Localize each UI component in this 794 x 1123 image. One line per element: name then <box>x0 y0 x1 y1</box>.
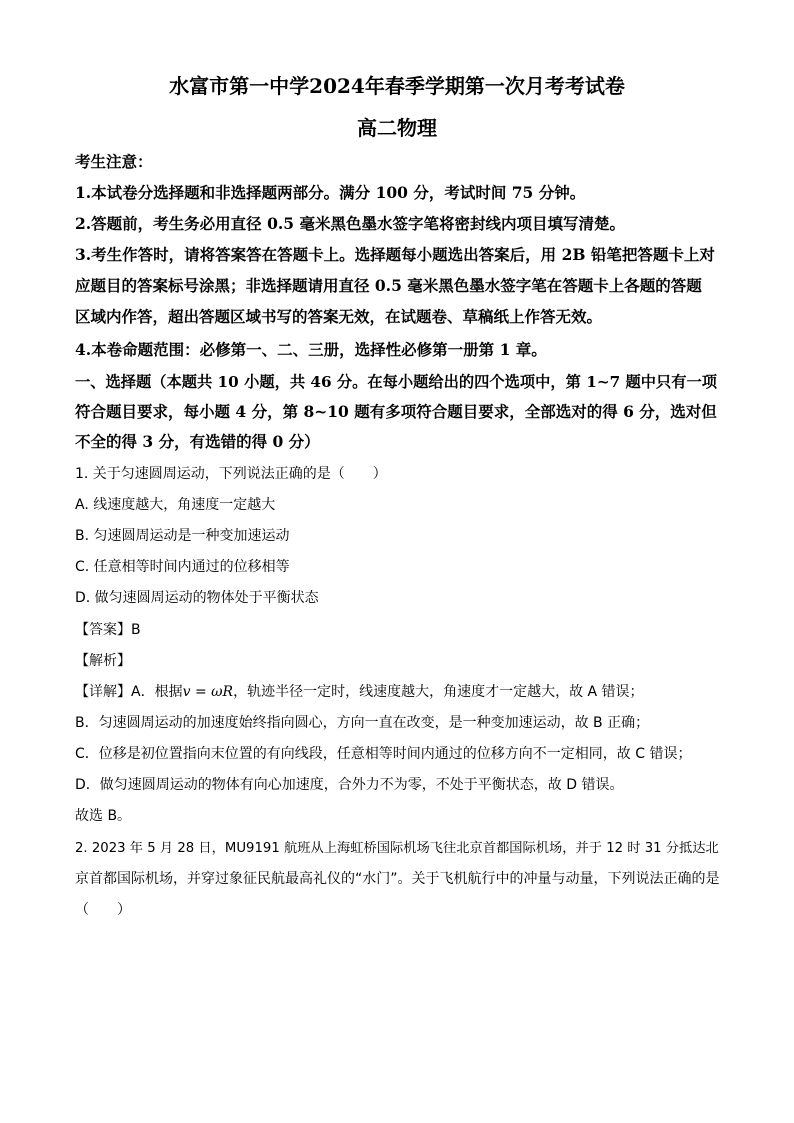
question-1-option-b: B. 匀速圆周运动是一种变加速运动 <box>75 528 290 544</box>
answer-label: 【答案】B <box>75 622 141 638</box>
notice-line-5: 区域内作答，超出答题区域书写的答案无效，在试题卷、草稿纸上作答无效。 <box>75 307 603 326</box>
exam-title: 水富市第一中学2024年春季学期第一次月考考试卷 <box>169 74 625 98</box>
notice-line-2: 2.答题前，考生务必用直径 0.5 毫米黑色墨水签字笔将密封线内项目填写清楚。 <box>75 214 625 233</box>
detail-line-a <box>75 681 725 701</box>
detail-prefix: 【详解】A．根据 <box>75 684 183 700</box>
notice-line-1: 1.本试卷分选择题和非选择题两部分。满分 100 分，考试时间 75 分钟。 <box>75 183 586 202</box>
conclusion: 故选 B。 <box>75 808 132 824</box>
section-heading-line-1: 一、选择题（本题共 10 小题，共 46 分。在每小题给出的四个选项中，第 1~7 题中只有一项 <box>75 373 718 391</box>
question-1-option-d: D. 做匀速圆周运动的物体处于平衡状态 <box>75 590 319 606</box>
detail-line-c: C．位移是初位置指向末位置的有向线段，任意相等时间内通过的位移方向不一定相同，故 C 错误； <box>75 746 692 762</box>
question-1-option-a: A. 线速度越大，角速度一定越大 <box>75 497 276 513</box>
question-1-stem: 1. 关于匀速圆周运动，下列说法正确的是（ ） <box>75 466 387 482</box>
notice-heading: 考生注意： <box>75 152 153 171</box>
detail-line-b: B．匀速圆周运动的加速度始终指向圆心，方向一直在改变，是一种变加速运动，故 B 正确； <box>75 715 650 731</box>
question-2-line-3: （ ） <box>75 902 131 918</box>
detail-suffix: ，轨迹半径一定时，线速度越大，角速度才一定越大，故 A 错误； <box>233 684 644 700</box>
notice-line-3: 3.考生作答时，请将答案答在答题卡上。选择题每小题选出答案后，用 2B 铅笔把答题卡上对 <box>75 245 715 264</box>
section-heading-line-3: 不全的得 3 分，有选错的得 0 分） <box>75 432 320 451</box>
notice-line-6: 4.本卷命题范围：必修第一、二、三册，选择性必修第一册第 1 章。 <box>75 340 547 359</box>
analysis-label: 【解析】 <box>75 653 131 669</box>
detail-line-d: D．做匀速圆周运动的物体有向心加速度，合外力不为零，不处于平衡状态，故 D 错误。 <box>75 777 624 793</box>
question-2-line-2: 京首都国际机场，并穿过象征民航最高礼仪的“水门”。关于飞机航行中的冲量与动量，下列说法正确的是 <box>75 871 720 887</box>
question-2-line-1: 2. 2023 年 5 月 28 日，MU9191 航班从上海虹桥国际机场飞往北京首都国际机场，并于 12 时 31 分抵达北 <box>75 841 719 856</box>
question-1-option-c: C. 任意相等时间内通过的位移相等 <box>75 559 290 575</box>
formula: v = ωR <box>182 684 234 700</box>
notice-line-4: 应题目的答案标号涂黑；非选择题请用直径 0.5 毫米黑色墨水签字笔在答题卡上各题的答题 <box>75 276 702 295</box>
section-heading-line-2: 符合题目要求，每小题 4 分，第 8~10 题有多项符合题目要求，全部选对的得 6 分，选对但 <box>75 402 717 421</box>
exam-subtitle: 高二物理 <box>357 116 437 140</box>
